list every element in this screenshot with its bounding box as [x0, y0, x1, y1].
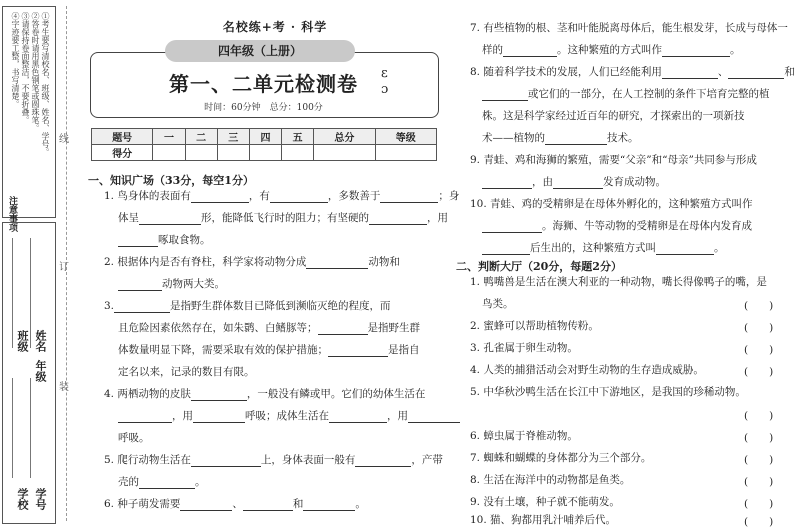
judge-item-8: 8. 生活在海洋中的动物都是鱼类。 [470, 474, 631, 486]
grade-badge: 四年级（上册） [165, 40, 355, 62]
answer-paren[interactable]: ( ) [744, 498, 774, 510]
judge-item-9: 9. 没有土壤，种子就不能萌发。 [470, 496, 620, 508]
answer-paren[interactable]: ( ) [744, 476, 774, 488]
question-7-line2: 样的 。这种繁殖的方式叫作 。 [482, 44, 741, 56]
question-1-line3: 啄取食物。 [118, 234, 211, 247]
question-6: 6. 种子萌发需要 、 和 。 [104, 498, 366, 510]
question-5-line2: 壳的 。 [118, 476, 206, 488]
judge-item-7: 7. 蜘蛛和蝴蝶的身体都分为三个部分。 [470, 452, 652, 464]
question-4: 4. 两栖动物的皮肤 ，一般没有鳞或甲。它们的幼体生活在 [104, 388, 426, 400]
score-header: 总分 [314, 129, 375, 145]
score-header: 题号 [92, 129, 153, 145]
answer-paren[interactable]: ( ) [744, 454, 774, 466]
score-header: 四 [249, 129, 281, 145]
caution-label: 注意事项 [7, 196, 17, 232]
question-9-line2: ，由 发育成动物。 [482, 176, 666, 189]
field-line [12, 238, 13, 348]
score-cell[interactable] [217, 145, 249, 161]
deco-mark-icon: ɔ [381, 82, 389, 97]
question-8-line3: 株。这是科学家经过近百年的研究，才探索出的一项新技 [482, 110, 745, 122]
answer-paren[interactable]: ( ) [744, 432, 774, 444]
page-title: 第一、二单元检测卷 [169, 72, 358, 96]
score-header: 二 [185, 129, 217, 145]
question-3-line3: 体数量明显下降，需要采取有效的保护措施； 是指自 [118, 344, 420, 356]
judge-item-4: 4. 人类的捕猎活动会对野生动物的生存造成威胁。 [470, 364, 704, 376]
student-id-label: 学号 [34, 488, 47, 510]
question-8-line4: 术——植物的 技术。 [482, 132, 639, 144]
school-label: 学校 [16, 488, 29, 510]
question-2-line2: 动物两大类。 [118, 278, 225, 291]
judge-item-2: 2. 蜜蜂可以帮助植物传粉。 [470, 320, 599, 332]
question-1-line2: 体呈 形，能降低飞行时的阻力；有坚硬的 ，用 [118, 212, 448, 224]
score-cell[interactable] [375, 145, 436, 161]
judge-item-3: 3. 孔雀属于卵生动物。 [470, 342, 578, 354]
judge-item-6: 6. 蟑虫属于脊椎动物。 [470, 430, 578, 442]
binding-note: ④字迹要工整，书写清楚。 [11, 12, 20, 108]
cut-char-bind: 订 [59, 262, 69, 273]
question-4-line2: ，用 呼吸；成体生活在 ，用 [118, 410, 460, 423]
section-2-title: 二、判断大厅（20分，每题2分） [456, 260, 622, 273]
score-cell[interactable] [185, 145, 217, 161]
score-header: 三 [217, 129, 249, 145]
binding-note [2, 12, 12, 212]
deco-mark-icon: ε [381, 66, 388, 81]
score-header: 五 [282, 129, 314, 145]
question-10-line3: 后生出的，这种繁殖方式叫 。 [482, 242, 725, 255]
field-line [30, 238, 31, 348]
judge-item-10: 10. 猫、狗都用乳汁哺养后代。 [470, 514, 617, 526]
answer-paren[interactable]: ( ) [744, 344, 774, 356]
question-3-line4: 定名以来，记录的数目有限。 [118, 366, 255, 378]
judge-item-1-cont: 鸟类。 [482, 298, 514, 310]
question-3-line2: 且危险因素依然存在，如朱鹮、白鳍豚等； 是指野生群 [118, 322, 420, 334]
name-label: 姓名 [34, 330, 47, 352]
grade-label: 年级 [34, 360, 47, 382]
question-8: 8. 随着科学技术的发展，人们已经能利用 、 和 [470, 66, 795, 78]
answer-paren[interactable]: ( ) [744, 366, 774, 378]
question-3: 3. 是指野生群体数目已降低到濒临灭绝的程度，而 [104, 300, 391, 312]
field-line [30, 378, 31, 478]
field-line [12, 378, 13, 478]
section-1-title: 一、知识广场（33分，每空1分） [88, 174, 254, 187]
cut-char-line: 线 [59, 134, 69, 145]
question-4-line3: 呼吸。 [118, 432, 150, 444]
question-10-line2: 。海狮、牛等动物的受精卵是在母体内发育成 [482, 220, 752, 233]
answer-paren[interactable]: ( ) [744, 516, 774, 528]
score-header: 一 [153, 129, 185, 145]
question-8-line2: 或它们的一部分，在人工控制的条件下培育完整的植 [482, 88, 770, 101]
cut-char-pack: 装 [59, 382, 69, 393]
score-cell[interactable] [153, 145, 185, 161]
exam-meta: 时间：60分钟 总分：100分 [204, 103, 323, 113]
answer-paren[interactable]: ( ) [744, 322, 774, 334]
judge-item-1: 1. 鸭嘴兽是生活在澳大利亚的一种动物，嘴长得像鸭子的嘴，是 [470, 276, 767, 288]
class-label: 班级 [16, 330, 29, 352]
score-table [91, 128, 437, 161]
question-1: 1. 鸟身体的表面有 ，有 ，多数善于 ；身 [104, 190, 460, 202]
question-2: 2. 根据体内是否有脊柱，科学家将动物分成 动物和 [104, 256, 400, 268]
binding-note: ①考生要写清校名、班级、姓名、学号。 [41, 12, 50, 156]
score-cell[interactable] [314, 145, 375, 161]
question-7: 7. 有些植物的根、茎和叶能脱离母体后，能生根发芽，长成与母体一 [470, 22, 788, 34]
binding-note: ③请保持卷面整洁，不要折叠。 [21, 12, 30, 124]
score-cell[interactable] [282, 145, 314, 161]
score-header: 等级 [375, 129, 436, 145]
score-cell[interactable] [249, 145, 281, 161]
judge-item-5: 5. 中华秋沙鸭生活在长江中下游地区，是我国的珍稀动物。 [470, 386, 746, 398]
question-9: 9. 青蛙、鸡和海狮的繁殖，需要“父亲”和“母亲”共同参与形成 [470, 154, 757, 166]
score-row-label: 得分 [92, 145, 153, 161]
series-name: 名校练+考 · 科学 [222, 20, 328, 34]
question-10: 10. 青蛙、鸡的受精卵是在母体外孵化的，这种繁殖方式叫作 [470, 198, 753, 210]
binding-note: ②答卷时请用黑色钢笔或圆珠笔。 [31, 12, 40, 132]
answer-paren[interactable]: ( ) [744, 410, 774, 422]
answer-paren[interactable]: ( ) [744, 300, 774, 312]
question-5: 5. 爬行动物生活在 上，身体表面一般有 ，产带 [104, 454, 443, 466]
